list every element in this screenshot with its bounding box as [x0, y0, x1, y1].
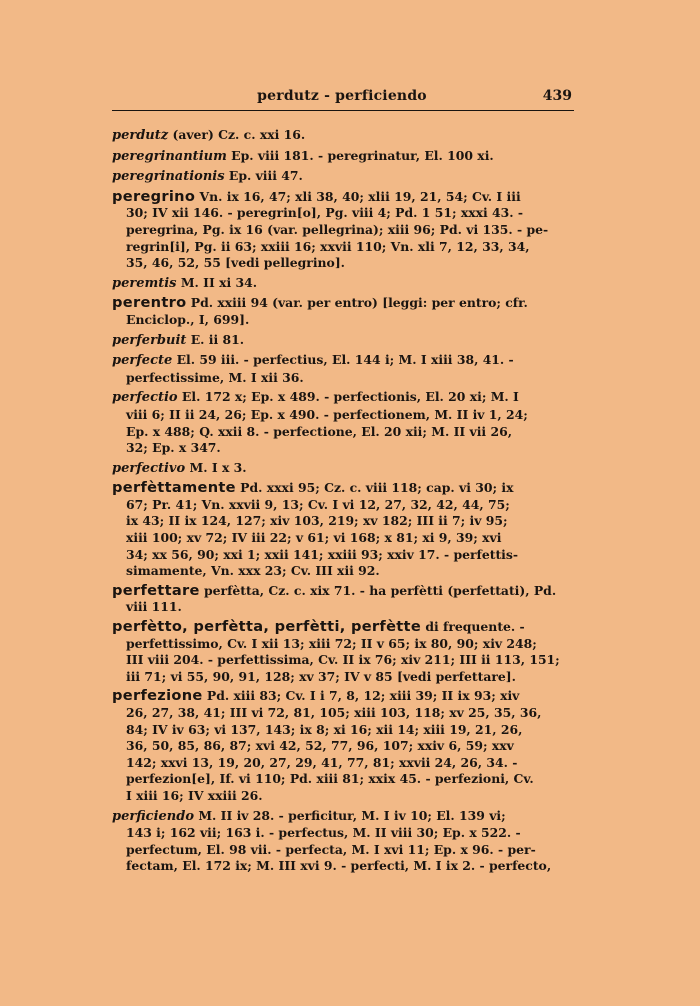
entry-line: 84; IV iv 63; vi 137, 143; ix 8; xi 16; xii 14; xiii 19, 21, 26,: [126, 721, 523, 737]
entry-line: Ep. viii 47.: [224, 168, 303, 184]
entry-perfettamente: [112, 480, 574, 580]
headword: perfectio: [112, 390, 178, 406]
headword: perentro: [112, 294, 187, 312]
entry-line: 142; xxvi 13, 19, 20, 27, 29, 41, 77, 81; xxvii 24, 26, 34. -: [126, 754, 518, 770]
headword: perdutz: [112, 128, 169, 143]
entry-peremtis: [112, 275, 574, 293]
entry-line: di frequente. -: [421, 619, 525, 635]
entry-line: perfectissime, M. I xii 36.: [126, 369, 304, 385]
entry-line: (aver) Cz. c. xxi 16.: [168, 127, 306, 142]
entry-line: III viii 204. - perfettissima, Cv. II ix 76; xiv 211; III ii 113, 151;: [126, 652, 560, 668]
entry-perferbuit: [112, 332, 574, 350]
entry-line: 34; xx 56, 90; xxi 1; xxii 141; xxiii 93; xxiv 17. - perfettis-: [126, 546, 518, 562]
headword: peregrino: [112, 187, 196, 205]
entry-line: 36, 50, 85, 86, 87; xvi 42, 52, 77, 96, 107; xxiv 6, 59; xxv: [126, 738, 514, 754]
entry-line: M. II iv 28. - perficitur, M. I iv 10; El. 139 vi;: [194, 807, 506, 823]
headword: perfèttamente: [112, 479, 236, 497]
entry-line: I xiii 16; IV xxiii 26.: [126, 787, 263, 803]
entry-line: regrin[i], Pg. ii 63; xxiii 16; xxvii 110; Vn. xli 7, 12, 33, 34,: [126, 238, 530, 254]
entry-line: E. ii 81.: [186, 331, 245, 347]
entry-perdutz: [112, 127, 574, 145]
entry-line: peregrina, Pg. ix 16 (var. pellegrina); xiii 96; Pd. vi 135. - pe-: [126, 221, 549, 237]
entry-peregrinationis: [112, 168, 574, 186]
entry-perfezione: [112, 688, 574, 804]
entry-perfecte: [112, 352, 574, 386]
entry-line: 26, 27, 38, 41; III vi 72, 81, 105; xiii 103, 118; xv 25, 35, 36,: [126, 705, 542, 720]
entry-peregrino: [112, 189, 574, 272]
entry-line: perfectum, El. 98 vii. - perfecta, M. I xvi 11; Ep. x 96. - per-: [126, 841, 536, 857]
entry-line: perfezion[e], If. vi 110; Pd. xiii 81; xxix 45. - perfezioni, Cv.: [126, 771, 534, 787]
entry-line: El. 59 iii. - perfectius, El. 144 i; M. I xiii 38, 41. -: [172, 352, 514, 368]
entry-line: 32; Ep. x 347.: [126, 440, 221, 456]
entry-line: Pd. xiii 83; Cv. I i 7, 8, 12; xiii 39; II ix 93; xiv: [202, 688, 520, 704]
headword: perficiendo: [112, 808, 194, 824]
headword: perfezione: [112, 687, 203, 705]
headword: perfectivo: [112, 460, 186, 476]
page-number: 439: [542, 88, 572, 104]
headword: peregrinationis: [112, 169, 225, 185]
headword: perfettare: [112, 581, 200, 599]
entry-line: iii 71; vi 55, 90, 91, 128; xv 37; IV v 85 [vedi perfettare].: [126, 668, 516, 684]
headword: perferbuit: [112, 332, 187, 348]
entry-line: perfètta, Cz. c. xix 71. - ha perfètti (perfettati), Pd.: [199, 582, 557, 598]
entry-peregrinantium: [112, 148, 574, 166]
entry-line: fectam, El. 172 ix; M. III xvi 9. - perfecti, M. I ix 2. - perfecto,: [126, 858, 552, 874]
entry-line: 35, 46, 52, 55 [vedi pellegrino].: [126, 255, 345, 271]
entry-list: [112, 127, 574, 878]
entry-line: Ep. viii 181. - peregrinatur, El. 100 xi.: [226, 147, 494, 163]
entry-line: Enciclop., I, 699].: [126, 311, 250, 327]
headword: peregrinantium: [112, 148, 227, 164]
page-header: [112, 86, 572, 108]
entry-line: El. 172 x; Ep. x 489. - perfectionis, El. 20 xi; M. I: [177, 389, 519, 405]
entry-perfetto: [112, 619, 574, 685]
entry-perentro: [112, 295, 574, 328]
entry-line: perfettissimo, Cv. I xii 13; xiii 72; II v 65; ix 80, 90; xiv 248;: [126, 635, 537, 651]
running-head: perdutz - perficiendo: [257, 88, 427, 104]
entry-line: simamente, Vn. xxx 23; Cv. III xii 92.: [126, 563, 380, 579]
entry-line: ix 43; II ix 124, 127; xiv 103, 219; xv 182; III ii 7; iv 95;: [126, 513, 508, 529]
entry-line: Pd. xxiii 94 (var. per entro) [leggi: per entro; cfr.: [186, 295, 528, 311]
headword: peremtis: [112, 275, 177, 291]
entry-line: Ep. x 488; Q. xxii 8. - perfectione, El. 20 xii; M. II vii 26,: [126, 423, 513, 439]
entry-line: 30; IV xii 146. - peregrin[o], Pg. viii 4; Pd. 1 51; xxxi 43. -: [126, 205, 524, 221]
entry-line: Pd. xxxi 95; Cz. c. viii 118; cap. vi 30; ix: [235, 480, 514, 496]
entry-perfectivo: [112, 460, 574, 478]
entry-line: Vn. ix 16, 47; xli 38, 40; xlii 19, 21, 54; Cv. I iii: [195, 188, 521, 204]
headword: perfètto, perfètta, perfètti, perfètte: [112, 618, 422, 636]
headword: perfecte: [112, 353, 173, 369]
header-rule: [112, 110, 574, 111]
entry-line: viii 111.: [126, 599, 182, 615]
entry-line: xiii 100; xv 72; IV iii 22; v 61; vi 168; x 81; xi 9, 39; xvi: [126, 530, 502, 546]
entry-line: viii 6; II ii 24, 26; Ep. x 490. - perfectionem, M. II iv 1, 24;: [126, 406, 528, 422]
entry-perficiendo: [112, 808, 574, 875]
entry-line: 67; Pr. 41; Vn. xxvii 9, 13; Cv. I vi 12, 27, 32, 42, 44, 75;: [126, 496, 510, 512]
entry-perfectio: [112, 389, 574, 456]
entry-perfettare: [112, 583, 574, 616]
entry-line: 143 i; 162 vii; 163 i. - perfectus, M. II viii 30; Ep. x 522. -: [126, 825, 521, 841]
entry-line: M. II xi 34.: [176, 274, 258, 290]
entry-line: M. I x 3.: [185, 459, 247, 475]
